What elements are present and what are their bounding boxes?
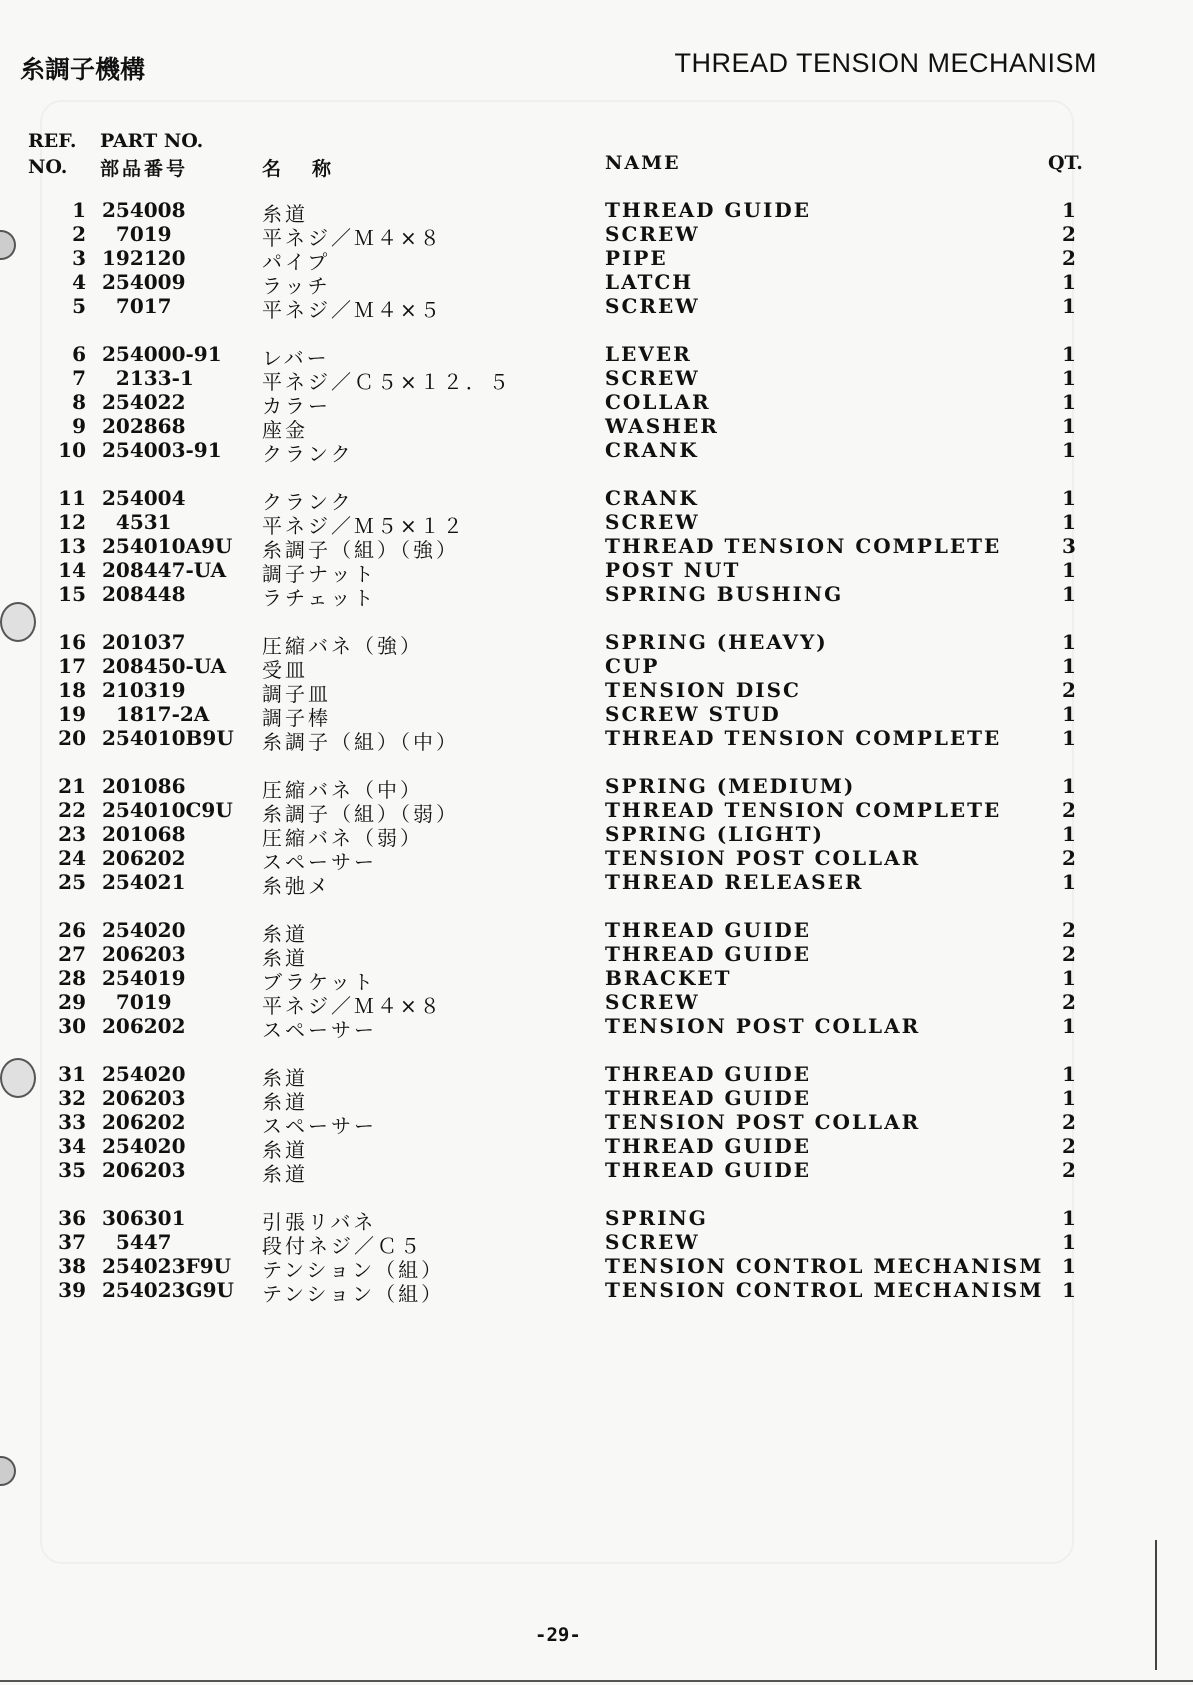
japanese-name: 平ネジ／Ｃ５×１２．５ [262,370,512,394]
part-number: 201086 [102,774,186,798]
parts-group [0,1062,1193,1186]
part-number: 1817-2A [102,702,210,726]
table-row [0,1206,1193,1234]
table-row [0,774,1193,802]
japanese-name: 平ネジ／Ｍ４×８ [262,226,443,250]
table-row [0,702,1193,730]
part-number: 206203 [102,1158,186,1182]
ref-number: 31 [58,1062,86,1086]
part-name: SCREW STUD [605,702,781,726]
quantity: 1 [1062,1278,1076,1302]
japanese-name: 糸調子（組）（弱） [262,802,459,826]
table-row [0,990,1193,1018]
quantity: 1 [1062,1206,1076,1230]
quantity: 2 [1062,990,1076,1014]
part-number: 206202 [102,1014,186,1038]
part-number: 2133-1 [102,366,194,390]
parts-group [0,198,1193,322]
part-number: 208450-UA [102,654,227,678]
ref-number: 23 [58,822,86,846]
page-number: -29- [535,1624,581,1646]
part-number: 254003-91 [102,438,222,462]
japanese-name: 糸道 [262,922,308,946]
japanese-name: 糸調子（組）（強） [262,538,459,562]
part-name: THREAD GUIDE [605,198,811,222]
table-row [0,654,1193,682]
quantity: 1 [1062,702,1076,726]
part-name: THREAD GUIDE [605,918,811,942]
ref-number: 37 [58,1230,86,1254]
part-name: TENSION POST COLLAR [605,846,921,870]
binder-tab-shape [0,1456,16,1486]
table-row [0,342,1193,370]
part-name: THREAD GUIDE [605,1158,811,1182]
part-name: SPRING [605,1206,708,1230]
part-name: SCREW [605,222,700,246]
part-name: THREAD GUIDE [605,1134,811,1158]
col-header-qty: QT. [1048,152,1083,174]
part-number: 254022 [102,390,186,414]
quantity: 1 [1062,1254,1076,1278]
part-name: THREAD GUIDE [605,1086,811,1110]
part-name: TENSION CONTROL MECHANISM [605,1278,1044,1302]
quantity: 1 [1062,294,1076,318]
table-row [0,558,1193,586]
part-name: SPRING BUSHING [605,582,844,606]
ref-number: 1 [72,198,86,222]
part-number: 192120 [102,246,186,270]
japanese-name: レバー [262,346,330,370]
table-row [0,798,1193,826]
table-row [0,918,1193,946]
japanese-name: 平ネジ／Ｍ４×５ [262,298,443,322]
part-number: 254009 [102,270,186,294]
part-number: 254020 [102,1134,186,1158]
part-name: SCREW [605,1230,700,1254]
part-name: TENSION CONTROL MECHANISM [605,1254,1044,1278]
quantity: 1 [1062,870,1076,894]
ref-number: 7 [72,366,86,390]
part-name: THREAD GUIDE [605,1062,811,1086]
punch-hole-shape [0,1058,36,1098]
quantity: 1 [1062,726,1076,750]
part-name: PIPE [605,246,668,270]
ref-number: 35 [58,1158,86,1182]
part-number: 254019 [102,966,186,990]
table-row [0,1134,1193,1162]
table-row [0,1278,1193,1306]
quantity: 3 [1062,534,1076,558]
part-name: SPRING (LIGHT) [605,822,824,846]
part-name: SCREW [605,366,700,390]
japanese-name: ラッチ [262,274,331,298]
quantity: 1 [1062,1014,1076,1038]
japanese-name: 調子ナット [262,562,377,586]
part-name: CRANK [605,486,699,510]
quantity: 1 [1062,414,1076,438]
table-row [0,1014,1193,1042]
japanese-name: クランク [262,490,354,514]
ref-number: 5 [72,294,86,318]
japanese-name: 糸調子（組）（中） [262,730,459,754]
parts-group [0,486,1193,610]
page-title-jp: 糸調子機構 [20,55,146,84]
col-header-name: NAME [605,152,681,174]
quantity: 1 [1062,822,1076,846]
part-name: LATCH [605,270,694,294]
page-title-en: THREAD TENSION MECHANISM [674,48,1097,78]
part-name: CRANK [605,438,699,462]
part-number: 210319 [102,678,186,702]
quantity: 1 [1062,270,1076,294]
ref-number: 28 [58,966,86,990]
table-row [0,846,1193,874]
quantity: 2 [1062,1110,1076,1134]
part-number: 202868 [102,414,186,438]
quantity: 1 [1062,342,1076,366]
ref-number: 9 [72,414,86,438]
quantity: 1 [1062,1230,1076,1254]
table-row [0,1062,1193,1090]
ref-number: 2 [72,222,86,246]
ref-number: 15 [58,582,86,606]
table-row [0,870,1193,898]
quantity: 1 [1062,390,1076,414]
table-row [0,510,1193,538]
japanese-name: 引張リバネ [262,1210,377,1234]
quantity: 1 [1062,630,1076,654]
scan-edge-line [1155,1540,1157,1670]
ref-number: 32 [58,1086,86,1110]
punch-hole-shape [0,602,36,642]
part-name: LEVER [605,342,692,366]
ref-number: 10 [58,438,86,462]
part-number: 254021 [102,870,186,894]
parts-group [0,630,1193,754]
quantity: 1 [1062,774,1076,798]
japanese-name: スペーサー [262,850,377,874]
quantity: 2 [1062,246,1076,270]
japanese-name: 糸道 [262,1162,308,1186]
japanese-name: カラー [262,394,331,418]
japanese-name: 圧縮バネ（強） [262,634,423,658]
quantity: 1 [1062,582,1076,606]
table-row [0,414,1193,442]
parts-group [0,342,1193,466]
ref-number: 12 [58,510,86,534]
part-number: 254000-91 [102,342,222,366]
quantity: 2 [1062,1134,1076,1158]
ref-number: 33 [58,1110,86,1134]
part-name: TENSION POST COLLAR [605,1014,921,1038]
table-row [0,486,1193,514]
japanese-name: 調子棒 [262,706,331,730]
japanese-name: スペーサー [262,1114,377,1138]
japanese-name: クランク [262,442,354,466]
japanese-name: ブラケット [262,970,376,994]
part-name: BRACKET [605,966,732,990]
quantity: 2 [1062,1158,1076,1182]
japanese-name: 段付ネジ／Ｃ５ [262,1234,423,1258]
japanese-name: 平ネジ／Ｍ４×８ [262,994,443,1018]
japanese-name: テンション（組） [262,1258,445,1282]
ref-number: 4 [72,270,86,294]
part-number: 254023G9U [102,1278,234,1302]
japanese-name: 平ネジ／Ｍ５×１２ [262,514,466,538]
quantity: 1 [1062,558,1076,582]
table-row [0,1230,1193,1258]
part-name: CUP [605,654,660,678]
part-number: 206202 [102,846,186,870]
table-row [0,726,1193,754]
parts-group [0,918,1193,1042]
ref-number: 21 [58,774,86,798]
ref-number: 6 [72,342,86,366]
table-row [0,366,1193,394]
table-row [0,270,1193,298]
parts-group [0,1206,1193,1306]
japanese-name: 糸道 [262,1066,308,1090]
table-row [0,1254,1193,1282]
part-number: 254010B9U [102,726,234,750]
part-number: 254023F9U [102,1254,232,1278]
ref-number: 14 [58,558,86,582]
part-number: 201068 [102,822,186,846]
japanese-name: 座金 [262,418,308,442]
part-number: 201037 [102,630,186,654]
part-number: 206202 [102,1110,186,1134]
ref-number: 13 [58,534,86,558]
quantity: 1 [1062,198,1076,222]
ref-number: 26 [58,918,86,942]
quantity: 2 [1062,846,1076,870]
table-row [0,246,1193,274]
part-number: 208447-UA [102,558,227,582]
ref-number: 39 [58,1278,86,1302]
table-row [0,390,1193,418]
ref-number: 22 [58,798,86,822]
quantity: 2 [1062,942,1076,966]
ref-number: 34 [58,1134,86,1158]
part-name: WASHER [605,414,719,438]
table-row [0,1086,1193,1114]
quantity: 1 [1062,510,1076,534]
scan-bottom-line [0,1680,1193,1682]
col-header-ref-line2: NO. [28,156,68,178]
table-row [0,222,1193,250]
table-row [0,1158,1193,1186]
quantity: 1 [1062,486,1076,510]
col-header-jp-name: 名 称 [262,158,338,180]
japanese-name: スペーサー [262,1018,377,1042]
part-name: THREAD GUIDE [605,942,811,966]
quantity: 1 [1062,1062,1076,1086]
part-number: 7019 [102,222,172,246]
part-name: SCREW [605,990,700,1014]
parts-group [0,774,1193,898]
col-header-ref-line1: REF. [28,130,77,152]
part-name: COLLAR [605,390,711,414]
part-name: TENSION DISC [605,678,801,702]
japanese-name: 糸道 [262,202,308,226]
part-name: TENSION POST COLLAR [605,1110,921,1134]
part-number: 7019 [102,990,172,1014]
part-number: 5447 [102,1230,172,1254]
part-name: THREAD TENSION COMPLETE [605,726,1002,750]
quantity: 2 [1062,678,1076,702]
japanese-name: 糸道 [262,1138,308,1162]
quantity: 1 [1062,438,1076,462]
quantity: 1 [1062,1086,1076,1110]
ref-number: 20 [58,726,86,750]
japanese-name: パイプ [262,250,331,274]
ref-number: 27 [58,942,86,966]
part-number: 254020 [102,1062,186,1086]
quantity: 2 [1062,918,1076,942]
quantity: 1 [1062,966,1076,990]
quantity: 2 [1062,222,1076,246]
japanese-name: 糸道 [262,1090,308,1114]
quantity: 1 [1062,654,1076,678]
japanese-name: 調子皿 [262,682,331,706]
part-name: THREAD TENSION COMPLETE [605,534,1002,558]
part-name: SCREW [605,294,700,318]
table-row [0,294,1193,322]
japanese-name: 圧縮バネ（弱） [262,826,423,850]
ref-number: 36 [58,1206,86,1230]
table-row [0,582,1193,610]
ref-number: 30 [58,1014,86,1038]
japanese-name: ラチェット [262,586,377,610]
japanese-name: テンション（組） [262,1282,445,1306]
table-row [0,630,1193,658]
part-number: 7017 [102,294,172,318]
part-name: SPRING (HEAVY) [605,630,828,654]
part-name: THREAD RELEASER [605,870,864,894]
part-number: 208448 [102,582,186,606]
part-name: THREAD TENSION COMPLETE [605,798,1002,822]
table-row [0,678,1193,706]
table-row [0,198,1193,226]
col-header-part-line1: PART NO. [100,130,204,152]
part-number: 254010A9U [102,534,233,558]
quantity: 1 [1062,366,1076,390]
table-row [0,1110,1193,1138]
part-number: 254004 [102,486,186,510]
ref-number: 8 [72,390,86,414]
table-row [0,942,1193,970]
part-name: SPRING (MEDIUM) [605,774,856,798]
quantity: 2 [1062,798,1076,822]
ref-number: 11 [58,486,86,510]
col-header-part-line2: 部品番号 [100,158,189,180]
part-number: 254010C9U [102,798,233,822]
ref-number: 19 [58,702,86,726]
part-number: 254008 [102,198,186,222]
ref-number: 16 [58,630,86,654]
part-number: 306301 [102,1206,186,1230]
part-name: POST NUT [605,558,741,582]
table-row [0,534,1193,562]
part-number: 206203 [102,942,186,966]
ref-number: 38 [58,1254,86,1278]
part-number: 254020 [102,918,186,942]
table-row [0,822,1193,850]
ref-number: 3 [72,246,86,270]
parts-list [0,198,1193,1326]
japanese-name: 圧縮バネ（中） [262,778,423,802]
part-name: SCREW [605,510,700,534]
ref-number: 18 [58,678,86,702]
japanese-name: 受皿 [262,658,308,682]
ref-number: 17 [58,654,86,678]
ref-number: 29 [58,990,86,1014]
table-row [0,966,1193,994]
part-number: 206203 [102,1086,186,1110]
ref-number: 25 [58,870,86,894]
table-row [0,438,1193,466]
japanese-name: 糸道 [262,946,308,970]
japanese-name: 糸弛メ [262,874,331,898]
part-number: 4531 [102,510,172,534]
ref-number: 24 [58,846,86,870]
